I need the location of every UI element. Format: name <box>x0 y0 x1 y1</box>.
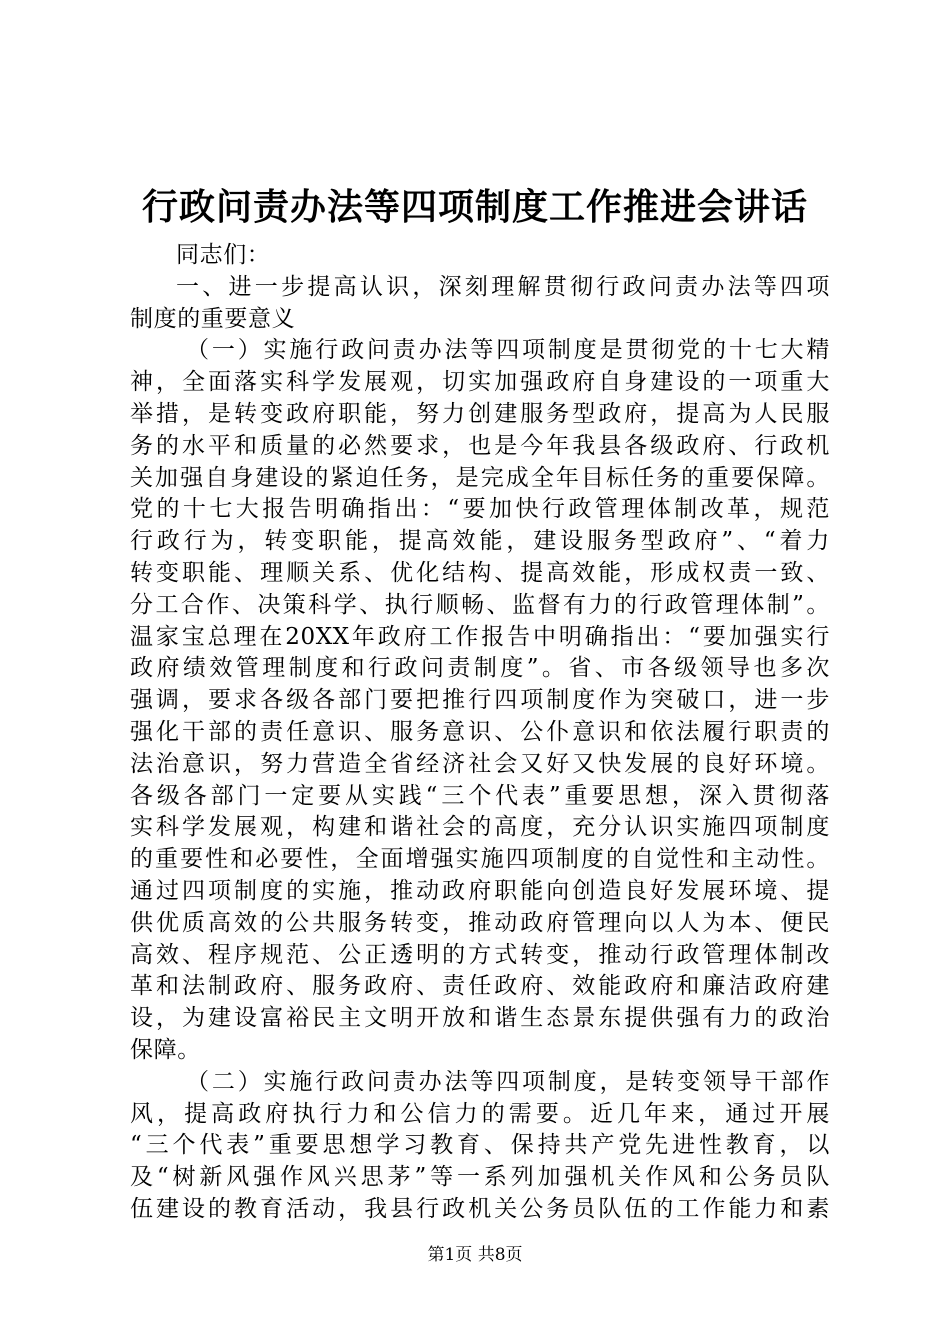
text-line: 法治意识，努力营造全省经济社会又好又快发展的良好环境。 <box>130 750 830 777</box>
text-line: 务的水平和质量的必然要求，也是今年我县各级政府、行政机 <box>130 432 830 459</box>
text-line: 一、进一步提高认识，深刻理解贯彻行政问责办法等四项 <box>176 273 830 300</box>
text-line: 伍建设的教育活动，我县行政机关公务员队伍的工作能力和素 <box>130 1195 830 1222</box>
text-line: 政府绩效管理制度和行政问责制度”。省、市各级领导也多次 <box>130 655 830 682</box>
text-line: 的重要性和必要性，全面增强实施四项制度的自觉性和主动性。 <box>130 846 830 873</box>
text-line: 党的十七大报告明确指出：“要加快行政管理体制改革，规范 <box>130 496 830 523</box>
text-line: 举措，是转变政府职能，努力创建服务型政府，提高为人民服 <box>130 400 830 427</box>
text-line: 各级各部门一定要从实践“三个代表”重要思想，深入贯彻落 <box>130 782 830 809</box>
text-line: 及“树新风强作风兴思茅”等一系列加强机关作风和公务员队 <box>130 1164 830 1191</box>
text-line: 神，全面落实科学发展观，切实加强政府自身建设的一项重大 <box>130 369 830 396</box>
text-line: 温家宝总理在20XX年政府工作报告中明确指出：“要加强实行 <box>130 623 830 650</box>
text-line: 行政行为，转变职能，提高效能，建设服务型政府”、“着力 <box>130 528 830 555</box>
text-line-salutation: 同志们： <box>176 242 271 268</box>
text-line: 制度的重要意义 <box>130 305 296 332</box>
text-line: 转变职能、理顺关系、优化结构、提高效能，形成权责一致、 <box>130 559 830 586</box>
text-line: 通过四项制度的实施，推动政府职能向创造良好发展环境、提 <box>130 877 830 904</box>
text-line: 高效、程序规范、公正透明的方式转变，推动行政管理体制改 <box>130 941 830 968</box>
text-line: “三个代表”重要思想学习教育、保持共产党先进性教育，以 <box>130 1132 830 1159</box>
text-line: 关加强自身建设的紧迫任务，是完成全年目标任务的重要保障。 <box>130 464 830 491</box>
document-title: 行政问责办法等四项制度工作推进会讲话 <box>141 186 808 228</box>
text-line: 供优质高效的公共服务转变，推动政府管理向以人为本、便民 <box>130 909 830 936</box>
text-line: 强化干部的责任意识、服务意识、公仆意识和依法履行职责的 <box>130 718 830 745</box>
text-line: 保障。 <box>130 1036 201 1063</box>
document-body <box>130 240 830 1226</box>
text-line: （二）实施行政问责办法等四项制度，是转变领导干部作 <box>186 1068 830 1095</box>
text-line: 实科学发展观，构建和谐社会的高度，充分认识实施四项制度 <box>130 814 830 841</box>
page-number-footer: 第1页 共8页 <box>427 1245 523 1265</box>
text-line: （一）实施行政问责办法等四项制度是贯彻党的十七大精 <box>186 337 830 364</box>
text-line: 革和法制政府、服务政府、责任政府、效能政府和廉洁政府建 <box>130 973 830 1000</box>
text-line: 设，为建设富裕民主文明开放和谐生态景东提供强有力的政治 <box>130 1005 830 1032</box>
text-line: 风，提高政府执行力和公信力的需要。近几年来，通过开展 <box>130 1100 830 1127</box>
text-line: 分工合作、决策科学、执行顺畅、监督有力的行政管理体制”。 <box>130 591 830 618</box>
text-line: 强调，要求各级各部门要把推行四项制度作为突破口，进一步 <box>130 687 830 714</box>
